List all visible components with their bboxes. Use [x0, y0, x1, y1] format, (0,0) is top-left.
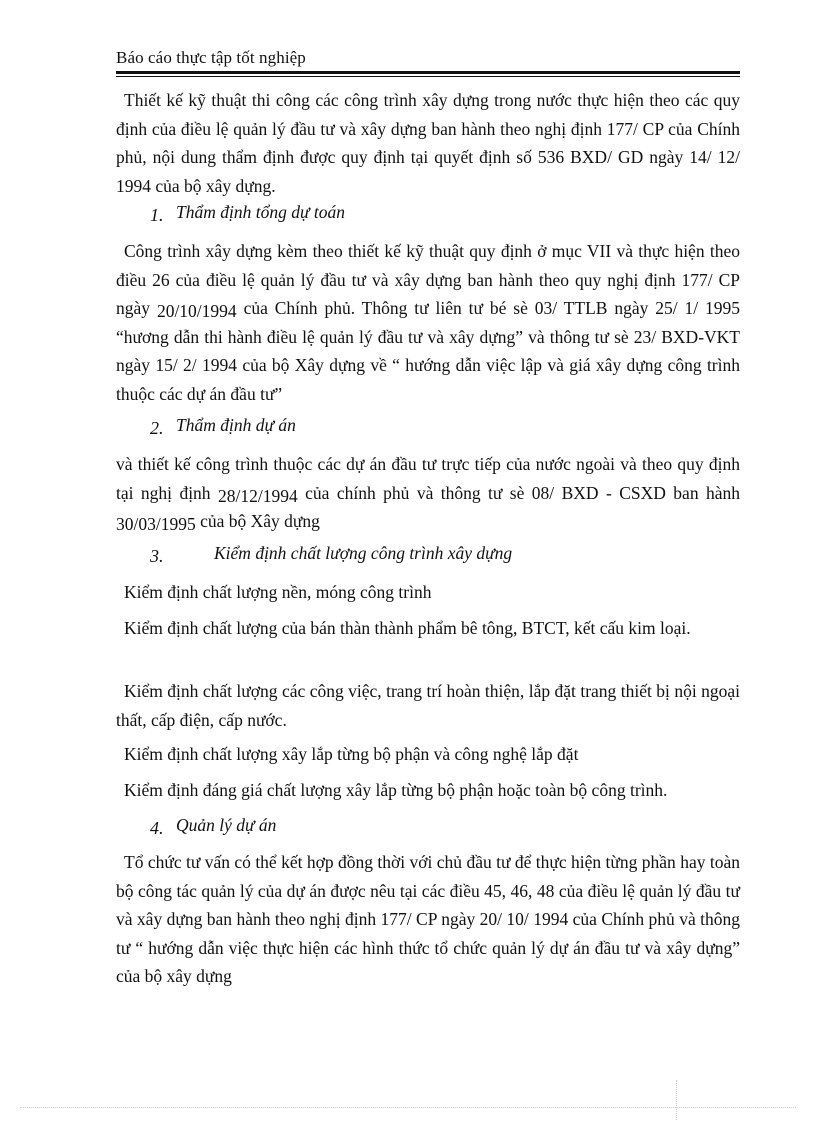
paragraph-project-management: Tổ chức tư vấn có thể kết hợp đồng thời với chủ đầu tư để thực hiện từng phần hay toàn bộ công tác quản lý của dự án được nêu tại các điều 45, 46, 48 của điều lệ quản lý đầu tư và xây dựng ban hành theo nghị định 177/ CP ngày 20/ 10/ 1994 của Chính phủ và thông tư “ hướng dẫn việc thực hiện các hình thức tổ chức quản lý dự án đầu tư và xây dựng” của bộ xây dựng: [116, 852, 740, 986]
paragraph-project-appraisal: [116, 450, 740, 536]
section-title: Kiểm định chất lượng công trình xây dựng: [214, 543, 513, 563]
section-heading-2: [150, 415, 296, 436]
section-number: 2.: [150, 418, 164, 438]
section-heading-3: [150, 543, 512, 564]
section-title: Quản lý dự án: [176, 815, 277, 835]
paragraph-design-appraisal: Thiết kế kỹ thuật thi công các công trình xây dựng trong nước thực hiện theo các quy định của điều lệ quản lý đầu tư và xây dựng ban hành theo nghị định 177/ CP của Chính phủ, nội dung thẩm định được quy định tại quyết định số 536 BXD/ GD ngày 14/ 12/ 1994 của bộ xây dựng.: [116, 90, 740, 196]
section-title: Thẩm định tổng dự toán: [176, 202, 346, 222]
list-item: Kiểm định chất lượng của bán thàn thành phẩm bê tông, BTCT, kết cấu kim loại.: [124, 618, 691, 638]
page-header: Báo cáo thực tập tốt nghiệp: [116, 48, 306, 67]
section-number: 4.: [150, 818, 164, 838]
date-text: 28/12/1994: [217, 485, 298, 506]
page-boundary-line: [20, 1107, 796, 1108]
paragraph-text: Công trình xây dựng kèm theo thiết kế kỹ thuật quy định ở mục VII và thực hiện theo điều 26 của điều lệ quản lý đầu tư và xây dựng ban hành theo quy nghị định 177/ CP ngày: [116, 241, 740, 318]
paragraph-text: của chính phủ và thông tư sè 08/ BXD - CSXD ban hành: [305, 482, 741, 503]
paragraph-cost-estimate: [116, 237, 740, 408]
section-heading-4: [150, 815, 276, 836]
paragraph-text: và thiết kế công trình thuộc các dự án đầu tư trực tiếp của nước ngoài và theo quy định tại nghị định: [116, 454, 740, 503]
section-title: Thẩm định dự án: [176, 415, 296, 435]
list-item: Kiểm định chất lượng nền, móng công trình: [124, 582, 432, 602]
section-number: 3.: [150, 546, 164, 566]
date-text: 20/10/1994: [156, 301, 237, 321]
date-text: 30/03/1995: [116, 514, 196, 534]
header-rule-thick: [116, 71, 740, 74]
list-item: Kiểm định đáng giá chất lượng xây lắp từng bộ phận hoặc toàn bộ công trình.: [124, 780, 668, 800]
header-rule-thin: [116, 76, 740, 77]
list-item: Kiểm định chất lượng các công việc, trang trí hoàn thiện, lắp đặt trang thiết bị nội ngoại thất, cấp điện, cấp nước.: [116, 681, 740, 730]
paragraph-text: của Chính phủ. Thông tư liên tư bé sè 03/ TTLB ngày 25/ 1/ 1995 “hương dẫn thi hành điều lệ quản lý đầu tư và xây dựng” và thông tư sè 23/ BXD-VKT ngày 15/ 2/ 1994 của bộ Xây dựng về “ hướng dẫn việc lập và giá xây dựng công trình thuộc các dự án đầu tư”: [116, 298, 741, 404]
section-heading-1: [150, 202, 345, 223]
paragraph-text: của bộ Xây dựng: [200, 511, 320, 531]
list-item: Kiểm định chất lượng xây lắp từng bộ phận và công nghệ lắp đặt: [124, 744, 579, 764]
section-number: 1.: [150, 205, 164, 225]
page-boundary-mark: [676, 1080, 677, 1120]
